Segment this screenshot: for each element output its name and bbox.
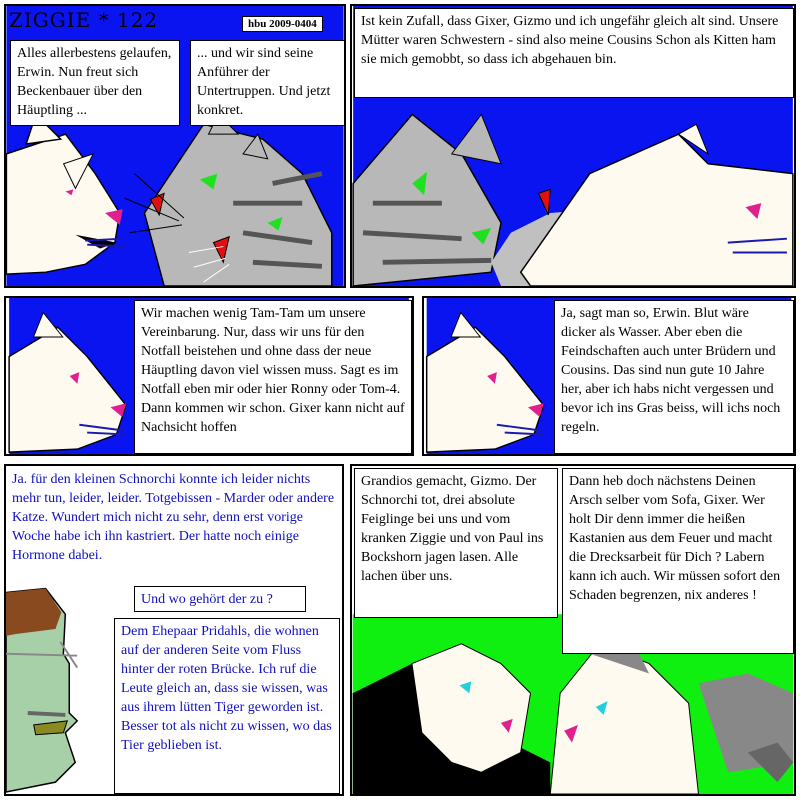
- speech-bubble: Ist kein Zufall, dass Gixer, Gizmo und ich ungefähr gleich alt sind. Unsere Mütter waren Schwestern - sind also meine Cousins Schon als Kitten ham sie mich gemobbt, so dass ich abgehauen bin.: [354, 8, 794, 98]
- panel-6: [350, 464, 796, 796]
- speech-bubble: Wir machen wenig Tam-Tam um unsere Vereinbarung. Nur, dass wir uns für den Notfall beistehen und ohne dass der neue Häuptling davon viel wissen muss. Sagt es im Notfall eben mir oder hier Ronny oder Tom-4. Dann kommen wir schon. Gixer kann nicht auf Nachsicht hoffen: [134, 300, 412, 454]
- speech-bubble: Grandios gemacht, Gizmo. Der Schnorchi tot, drei absolute Feiglinge bei uns und vom kranken Ziggie und von Paul ins Bockshorn jagen lasen. Alle lachen über uns.: [354, 468, 558, 618]
- speech-bubble: Alles allerbestens gelaufen, Erwin. Nun freut sich Beckenbauer über den Häuptling ...: [10, 40, 180, 126]
- speech-bubble: Und wo gehört der zu ?: [134, 586, 306, 612]
- panel-3: [4, 296, 414, 456]
- speech-bubble: ... und wir sind seine Anführer der Untertruppen. Und jetzt konkret.: [190, 40, 346, 126]
- panel-4: [422, 296, 796, 456]
- speech-bubble: Dem Ehepaar Pridahls, die wohnen auf der anderen Seite vom Fluss hinter der roten Brücke. Ich ruf die Leute gleich an, dass sie wissen, was aus ihrem lütten Tiger geworden ist. Besser tot als nicht zu wissen, wo das Tier geblieben ist.: [114, 618, 340, 794]
- panel-5: [4, 464, 344, 796]
- panel-2: [350, 4, 796, 288]
- narration-text: Ja. für den kleinen Schnorchi konnte ich leider nichts mehr tun, leider, leider. Totgebissen - Marder oder andere Katze. Wundert mich nicht zu sehr, denn erst vorige Woche habe ich ihn kastriert. Der hatte noch einige Hormone dabei.: [12, 472, 335, 563]
- speech-bubble: Dann heb doch nächstens Deinen Arsch selber vom Sofa, Gixer. Wer holt Dir denn immer die heißen Kastanien aus dem Feuer und macht die Drecksarbeit für Dich ? Labern kann ich auch. Wir müssen sofort den Schaden begrenzen, nix anderes !: [562, 468, 794, 654]
- comic-title: ZIGGIE * 122: [9, 8, 159, 32]
- panel-1: [4, 4, 346, 288]
- comic-code: hbu 2009-0404: [242, 16, 323, 32]
- speech-bubble: Ja, sagt man so, Erwin. Blut wäre dicker als Wasser. Aber eben die Feindschaften auch unter Brüdern und Cousins. Das sind nun gute 10 Jahre her, aber ich habs nicht vergessen und bevor ich ins Gras beiss, will ichs noch regeln.: [554, 300, 794, 454]
